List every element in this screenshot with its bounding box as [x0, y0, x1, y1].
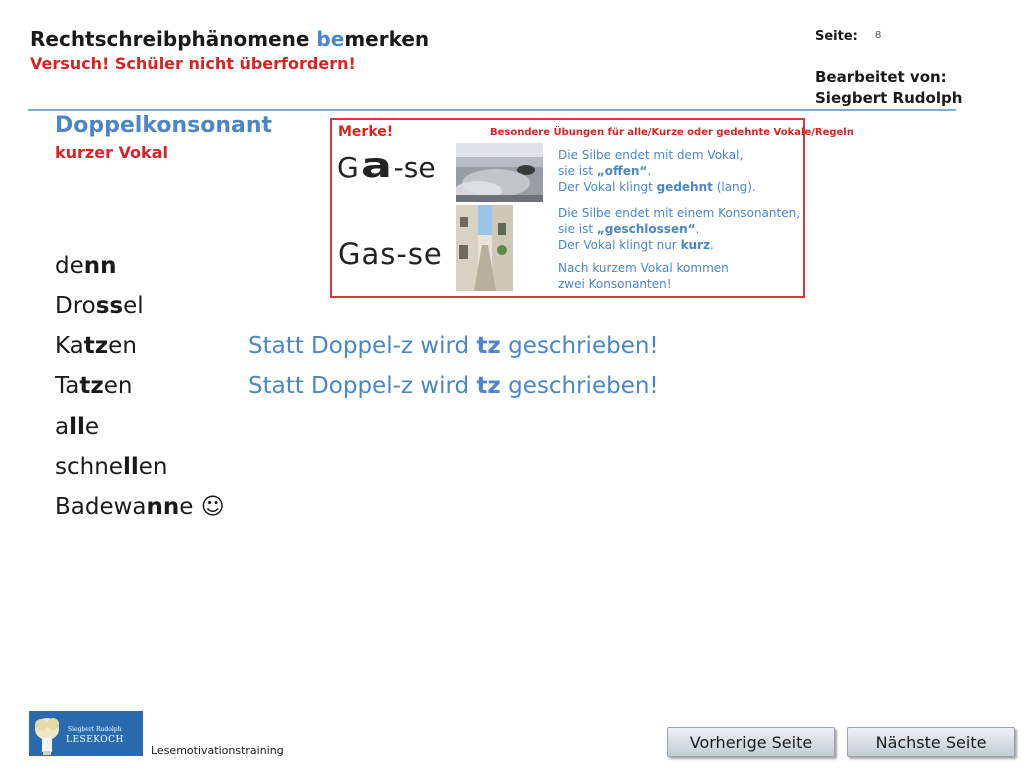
page-number: 8: [875, 30, 882, 41]
previous-page-button[interactable]: Vorherige Seite: [667, 727, 835, 757]
section-subtitle: kurzer Vokal: [55, 143, 168, 162]
word-list-item: denn: [55, 253, 117, 279]
page-title: Rechtschreibphänomene bemerken: [30, 27, 430, 51]
open-syllable-word: Ga-se: [337, 146, 436, 186]
section-title: Doppelkonsonant: [55, 113, 273, 138]
merke-label: Merke!: [338, 124, 394, 140]
page-subtitle: Versuch! Schüler nicht überfordern!: [30, 54, 356, 73]
next-page-button[interactable]: Nächste Seite: [847, 727, 1015, 757]
logo-title: LESEKOCH: [66, 735, 124, 745]
word-list-item: Tatzen: [55, 373, 133, 399]
header-divider: [28, 109, 956, 111]
lesekoch-logo: [29, 711, 143, 756]
closed-syllable-rule: Die Silbe endet mit einem Konsonanten, sie ist „geschlossen“. Der Vokal klingt nur kurz.: [558, 206, 801, 252]
word-list-item: alle: [55, 414, 100, 440]
word-list-item: schnellen: [55, 454, 168, 480]
title-highlight: be: [316, 27, 345, 51]
open-syllable-rule: Die Silbe endet mit dem Vokal, sie ist „offen“. Der Vokal klingt gedehnt (lang).: [558, 148, 756, 194]
word-list-item: Drossel: [55, 293, 144, 319]
double-consonant-rule: Nach kurzem Vokal kommen zwei Konsonanten!: [558, 261, 729, 291]
spelling-note: Statt Doppel-z wird tz geschrieben!: [248, 333, 659, 359]
edited-by: [815, 67, 962, 109]
page-label: Seite:: [815, 29, 858, 44]
word-list-item: Badewanne ☺: [55, 494, 225, 520]
footer-label: Lesemotivationstraining: [151, 744, 284, 757]
word-list-item: Katzen: [55, 333, 137, 359]
exhaust-gas-image: [456, 143, 543, 202]
edited-by-name: Siegbert Rudolph: [815, 89, 963, 107]
alley-image: [456, 205, 513, 291]
logo-author: Siegbert Rudolph: [68, 726, 122, 733]
edited-by-label: Bearbeitet von:: [815, 68, 947, 86]
spelling-note: Statt Doppel-z wird tz geschrieben!: [248, 373, 659, 399]
merke-heading: Besondere Übungen für alle/Kurze oder gedehnte Vokale/Regeln: [490, 127, 854, 138]
closed-syllable-word: Gas-se: [338, 237, 443, 271]
